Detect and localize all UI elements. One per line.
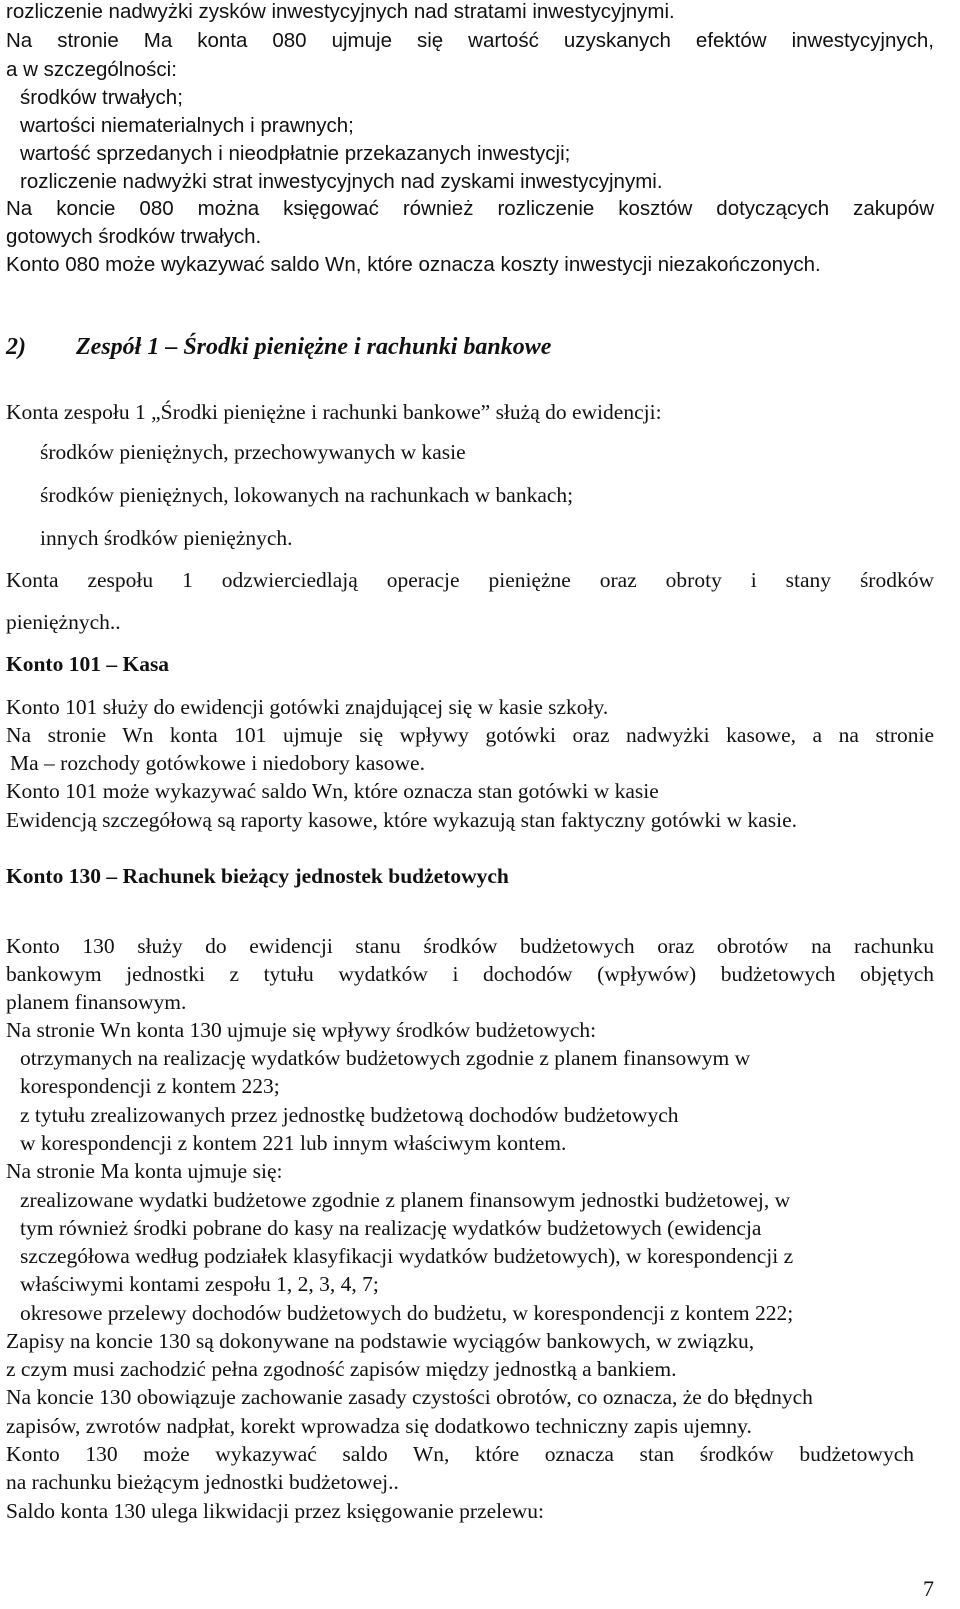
page-number: 7 <box>923 1576 934 1601</box>
list-item: zrealizowane wydatki budżetowe zgodnie z planem finansowym jednostki budżetowej, w <box>20 1188 791 1212</box>
section-heading <box>6 335 551 359</box>
paragraph-line: Na koncie 130 obowiązuje zachowanie zasady czystości obrotów, co oznacza, że do błędnych <box>6 1385 813 1409</box>
paragraph-line: Ma – rozchody gotówkowe i niedobory kasowe. <box>10 751 425 775</box>
list-item: rozliczenie nadwyżki strat inwestycyjnych nad zyskami inwestycyjnymi. <box>20 170 663 193</box>
list-item: z tytułu zrealizowanych przez jednostkę budżetową dochodów budżetowych <box>20 1103 679 1127</box>
list-item: środków pieniężnych, przechowywanych w kasie <box>40 440 466 464</box>
list-item: innych środków pieniężnych. <box>40 526 293 550</box>
list-item: właściwymi kontami zespołu 1, 2, 3, 4, 7; <box>20 1272 379 1296</box>
list-item: korespondencji z kontem 223; <box>20 1074 280 1098</box>
list-item: w korespondencji z kontem 221 lub innym właściwym kontem. <box>20 1131 567 1155</box>
paragraph-line: Zapisy na koncie 130 są dokonywane na podstawie wyciągów bankowych, w związku, <box>6 1329 755 1353</box>
paragraph-line: planem finansowym. <box>6 990 187 1014</box>
intro-line: Na stronie Ma konta 080 ujmuje się wartość uzyskanych efektów inwestycyjnych, <box>6 29 934 52</box>
list-item: wartości niematerialnych i prawnych; <box>20 114 354 137</box>
paragraph-line: Konto 101 służy do ewidencji gotówki znajdującej się w kasie szkoły. <box>6 695 609 719</box>
section-title: Zespół 1 – Środki pieniężne i rachunki bankowe <box>76 334 552 360</box>
paragraph-line: Konta zespołu 1 „Środki pieniężne i rachunki bankowe” służą do ewidencji: <box>6 400 662 424</box>
intro-line: a w szczególności: <box>6 58 177 81</box>
list-item: środków trwałych; <box>20 86 183 109</box>
list-item: tym również środki pobrane do kasy na realizację wydatków budżetowych (ewidencja <box>20 1216 762 1240</box>
paragraph-line: na rachunku bieżącym jednostki budżetowej.. <box>6 1470 399 1494</box>
section-number: 2) <box>6 334 26 360</box>
paragraph-line: Konto 130 może wykazywać saldo Wn, które oznacza stan środków budżetowych <box>6 1442 914 1466</box>
account-heading: Konto 101 – Kasa <box>6 652 170 676</box>
list-item: środków pieniężnych, lokowanych na rachunkach w bankach; <box>40 483 574 507</box>
account-heading: Konto 130 – Rachunek bieżący jednostek budżetowych <box>6 864 509 888</box>
paragraph-line: Na stronie Wn konta 101 ujmuje się wpływy gotówki oraz nadwyżki kasowe, a na stronie <box>6 723 934 747</box>
list-item: wartość sprzedanych i nieodpłatnie przekazanych inwestycji; <box>20 142 571 165</box>
intro-line: Konto 080 może wykazywać saldo Wn, które oznacza koszty inwestycji niezakończonych. <box>6 253 821 276</box>
intro-line: rozliczenie nadwyżki zysków inwestycyjnych nad stratami inwestycyjnymi. <box>6 0 675 23</box>
paragraph-line: pieniężnych.. <box>6 610 121 634</box>
paragraph-line: Konta zespołu 1 odzwierciedlają operacje pieniężne oraz obroty i stany środków <box>6 568 934 592</box>
paragraph-line: Ewidencją szczegółową są raporty kasowe, które wykazują stan faktyczny gotówki w kasie. <box>6 808 798 832</box>
intro-line: Na koncie 080 można księgować również rozliczenie kosztów dotyczących zakupów <box>6 197 934 220</box>
intro-line: gotowych środków trwałych. <box>6 225 262 248</box>
list-item: otrzymanych na realizację wydatków budżetowych zgodnie z planem finansowym w <box>20 1046 751 1070</box>
paragraph-line: Konto 101 może wykazywać saldo Wn, które oznacza stan gotówki w kasie <box>6 779 659 803</box>
paragraph-line: zapisów, zwrotów nadpłat, korekt wprowadza się dodatkowo techniczny zapis ujemny. <box>6 1414 752 1438</box>
paragraph-line: z czym musi zachodzić pełna zgodność zapisów między jednostką a bankiem. <box>6 1357 677 1381</box>
list-item: okresowe przelewy dochodów budżetowych do budżetu, w korespondencji z kontem 222; <box>20 1301 794 1325</box>
paragraph-line: Konto 130 służy do ewidencji stanu środków budżetowych oraz obrotów na rachunku <box>6 934 934 958</box>
paragraph-line: bankowym jednostki z tytułu wydatków i dochodów (wpływów) budżetowych objętych <box>6 962 934 986</box>
paragraph-line: Saldo konta 130 ulega likwidacji przez księgowanie przelewu: <box>6 1499 544 1523</box>
paragraph-line: Na stronie Wn konta 130 ujmuje się wpływy środków budżetowych: <box>6 1018 597 1042</box>
list-item: szczegółowa według podziałek klasyfikacji wydatków budżetowych), w korespondencji z <box>20 1244 794 1268</box>
paragraph-line: Na stronie Ma konta ujmuje się: <box>6 1159 283 1183</box>
